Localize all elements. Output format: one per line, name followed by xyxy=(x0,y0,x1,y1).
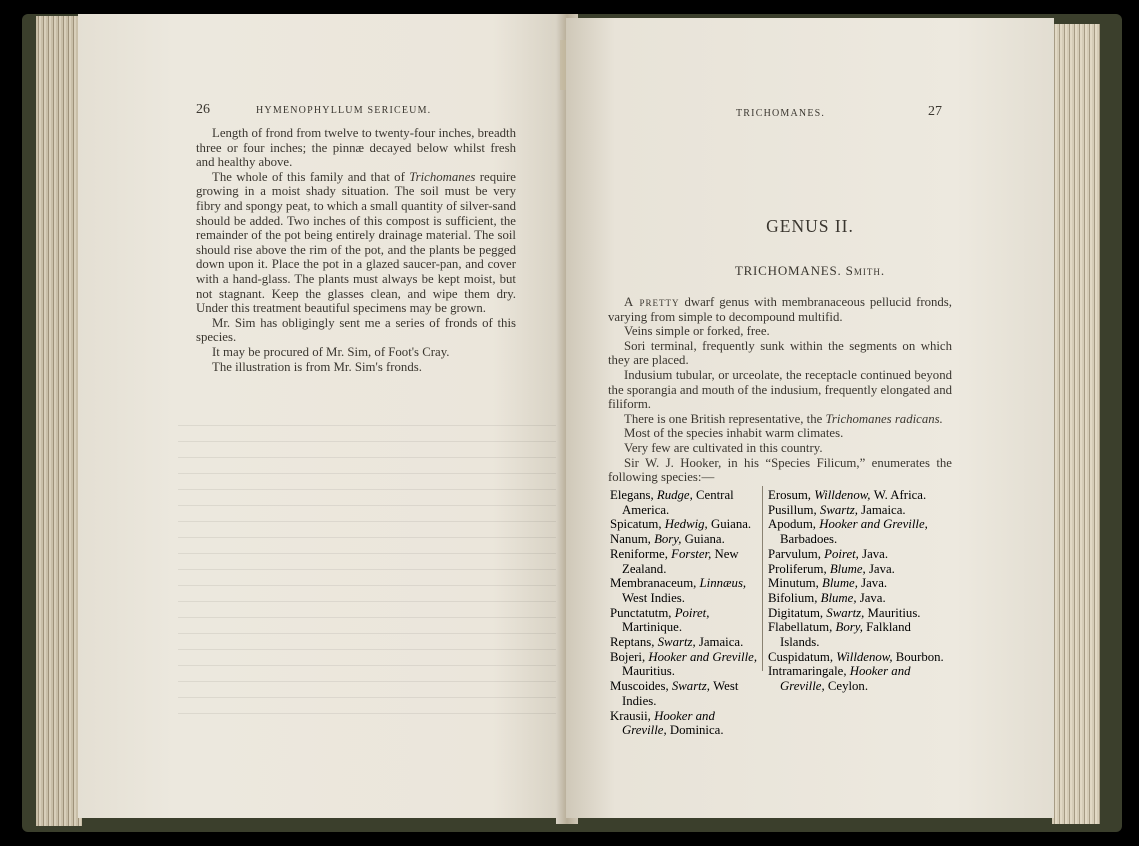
species-entry-name: Flabellatum, xyxy=(768,620,836,635)
paragraph: Indusium tubular, or urceolate, the receptacle continued beyond the sporangia and mouth of the indusium, frequently elongated and filiform. xyxy=(608,367,952,412)
species-list-left xyxy=(610,488,760,738)
paragraph xyxy=(608,295,952,324)
species-entry-author: Swartz, xyxy=(671,679,714,694)
species-entry-name: Elegans, xyxy=(610,488,657,502)
species-entry-place: Ceylon. xyxy=(827,679,869,694)
species-entry-author: Swartz, xyxy=(826,605,868,620)
species-entry-place: Central America. xyxy=(622,488,734,517)
paragraph: Sir W. J. Hooker, in his “Species Filicum,” enumerates the following species:— xyxy=(608,455,952,485)
species-entry xyxy=(768,620,948,649)
species-entry-name: Intramaringale, xyxy=(768,664,850,679)
species-entry-name: Apodum, xyxy=(768,517,820,532)
species-name: Trichomanes radicans. xyxy=(825,411,943,426)
species-entry-name: Nanum, xyxy=(610,532,655,547)
species-entry xyxy=(768,547,948,562)
paragraph-text: There is one British representative, the xyxy=(624,411,823,426)
species-entry xyxy=(610,532,760,547)
paragraph xyxy=(608,412,952,427)
species-entry-author: Forster, xyxy=(671,546,715,561)
species-entry xyxy=(610,547,760,576)
species-entry xyxy=(610,709,760,738)
show-through-text xyxy=(178,414,598,714)
species-entry-author: Poiret, xyxy=(674,605,710,620)
species-entry xyxy=(610,635,760,650)
species-entry-place: Guiana. xyxy=(684,532,725,547)
species-entry-place: Java. xyxy=(861,576,888,591)
species-entry-name: Muscoides, xyxy=(610,679,672,694)
species-entry-author: Bory, xyxy=(835,620,867,635)
paragraph: Veins simple or forked, free. xyxy=(624,324,770,339)
species-entry-name: Pusillum, xyxy=(768,502,820,517)
species-entry-name: Proliferum, xyxy=(768,561,830,576)
running-head-left: HYMENOPHYLLUM SERICEUM. xyxy=(256,105,432,116)
page-number-left: 26 xyxy=(196,102,210,117)
paragraph: Very few are cultivated in this country. xyxy=(624,440,823,455)
species-entry-place: Java. xyxy=(868,561,895,576)
species-entry xyxy=(768,488,948,503)
genus-heading: GENUS II. xyxy=(766,216,854,236)
species-entry xyxy=(610,488,760,517)
species-entry-place: Mauritius. xyxy=(867,605,921,620)
species-entry-author: Blume, xyxy=(829,561,869,576)
species-entry xyxy=(768,517,948,546)
species-entry-place: Jamaica. xyxy=(861,502,906,517)
species-entry xyxy=(610,679,760,708)
paragraph: Sori terminal, frequently sunk within the segments on which they are placed. xyxy=(608,338,952,368)
species-entry-place: Barbadoes. xyxy=(780,532,838,547)
species-entry-name: Reptans, xyxy=(610,635,658,650)
species-entry-place: Jamaica. xyxy=(698,635,744,650)
paragraph: The illustration is from Mr. Sim's fronds. xyxy=(212,359,422,374)
species-entry-author: Hooker and Greville, xyxy=(622,708,715,738)
species-entry-author: Blume, xyxy=(820,590,860,605)
species-entry xyxy=(610,517,760,532)
species-entry-name: Cuspidatum, xyxy=(768,649,837,664)
species-entry-name: Parvulum, xyxy=(768,546,825,561)
species-entry-place: Java. xyxy=(862,546,889,561)
species-entry-author: Willdenow, xyxy=(836,649,896,664)
species-list-right xyxy=(768,488,948,694)
species-entry xyxy=(768,576,948,591)
page-edges-left xyxy=(36,16,82,826)
species-entry-name: Erosum, xyxy=(768,488,815,502)
species-entry-place: West Indies. xyxy=(622,679,739,708)
species-entry-author: Willdenow, xyxy=(814,488,874,502)
page-edges-right xyxy=(1052,24,1100,824)
species-entry-author: Hooker and Greville, xyxy=(648,649,758,664)
species-entry xyxy=(768,606,948,621)
paragraph: Length of frond from twelve to twenty-four inches, breadth three or four inches; the pinnæ decayed below whilst fresh and healthy above. xyxy=(196,126,516,170)
species-entry-name: Krausii, xyxy=(610,708,655,723)
genus-name: TRICHOMANES. xyxy=(734,263,842,278)
left-page xyxy=(78,14,566,818)
genus-author: Smith. xyxy=(845,263,886,278)
species-entry-name: Reniforme, xyxy=(610,546,672,561)
species-entry-author: Bory, xyxy=(654,532,685,547)
species-entry-name: Bifolium, xyxy=(768,590,821,605)
species-entry xyxy=(768,562,948,577)
species-entry-place: New Zealand. xyxy=(622,546,739,576)
genus-name-line xyxy=(566,263,1054,279)
paragraph: Mr. Sim has obligingly sent me a series of fronds of this species. xyxy=(196,315,516,345)
species-entry-place: Martinique. xyxy=(622,620,683,635)
species-entry-place: Mauritius. xyxy=(622,664,675,679)
species-entry xyxy=(610,576,760,605)
species-entry-name: Bojeri, xyxy=(610,649,649,664)
running-head-right: TRICHOMANES. xyxy=(736,108,826,119)
species-entry-place: Java. xyxy=(859,590,886,605)
species-entry-place: Bourbon. xyxy=(895,649,944,664)
species-entry-name: Punctatutm, xyxy=(610,605,675,620)
species-entry xyxy=(768,503,948,518)
species-entry-place: Falkland Islands. xyxy=(780,620,911,650)
intro-text: dwarf genus with membranaceous pellucid fronds, varying from simple to decompound multifid. xyxy=(608,295,952,324)
species-entry xyxy=(610,606,760,635)
species-entry-place: Dominica. xyxy=(669,723,724,738)
column-divider xyxy=(762,486,763,671)
species-entry-place: Guiana. xyxy=(710,517,752,532)
right-page-body xyxy=(608,295,952,485)
species-entry-author: Swartz, xyxy=(819,502,862,517)
species-entry xyxy=(768,591,948,606)
paragraph: It may be procured of Mr. Sim, of Foot's Cray. xyxy=(212,344,450,359)
species-entry-name: Membranaceum, xyxy=(610,576,700,591)
species-entry xyxy=(610,650,760,679)
species-entry-place: W. Africa. xyxy=(873,488,927,502)
species-entry-author: Poiret, xyxy=(824,546,863,561)
intro-smallcaps: A pretty xyxy=(624,295,680,309)
paragraph xyxy=(196,170,516,316)
species-entry-author: Blume, xyxy=(822,576,862,591)
species-entry-author: Swartz, xyxy=(657,635,699,650)
page-number-right: 27 xyxy=(928,104,942,119)
species-entry-name: Spicatum, xyxy=(610,517,665,532)
species-entry-place: West Indies. xyxy=(622,590,685,605)
species-entry-name: Digitatum, xyxy=(768,605,827,620)
species-entry-name: Minutum, xyxy=(768,576,823,591)
paragraph: Most of the species inhabit warm climates. xyxy=(624,426,844,441)
species-entry xyxy=(768,650,948,665)
species-entry-author: Hedwig, xyxy=(664,517,711,532)
species-entry xyxy=(768,664,948,693)
genus-italic: Trichomanes xyxy=(409,169,476,184)
species-entry-author: Hooker and Greville, xyxy=(780,664,911,694)
paragraph-text: The whole of this family and that of Trichomanes require growing in a moist shady situation. The soil must be very fibry and spongy peat, to which a small quantity of silver-sand should be added. Two inches of this compost is sufficient, the remainder of the pot being entirely drainage material. The soil should rise above the rim of the pot, and the plants be pegged down upon it. Place the pot in a glazed saucer-pan, and cover with a hand-glass. The plants must always be kept moist, but not stagnant. Keep the glasses clean, and wipe them dry. Under this treatment beautiful specimens may be grown. xyxy=(196,169,516,316)
species-entry-author: Rudge, xyxy=(656,488,697,502)
left-page-body xyxy=(196,126,516,374)
species-entry-author: Hooker and Greville, xyxy=(819,517,928,532)
species-entry-author: Linnæus, xyxy=(699,576,747,591)
